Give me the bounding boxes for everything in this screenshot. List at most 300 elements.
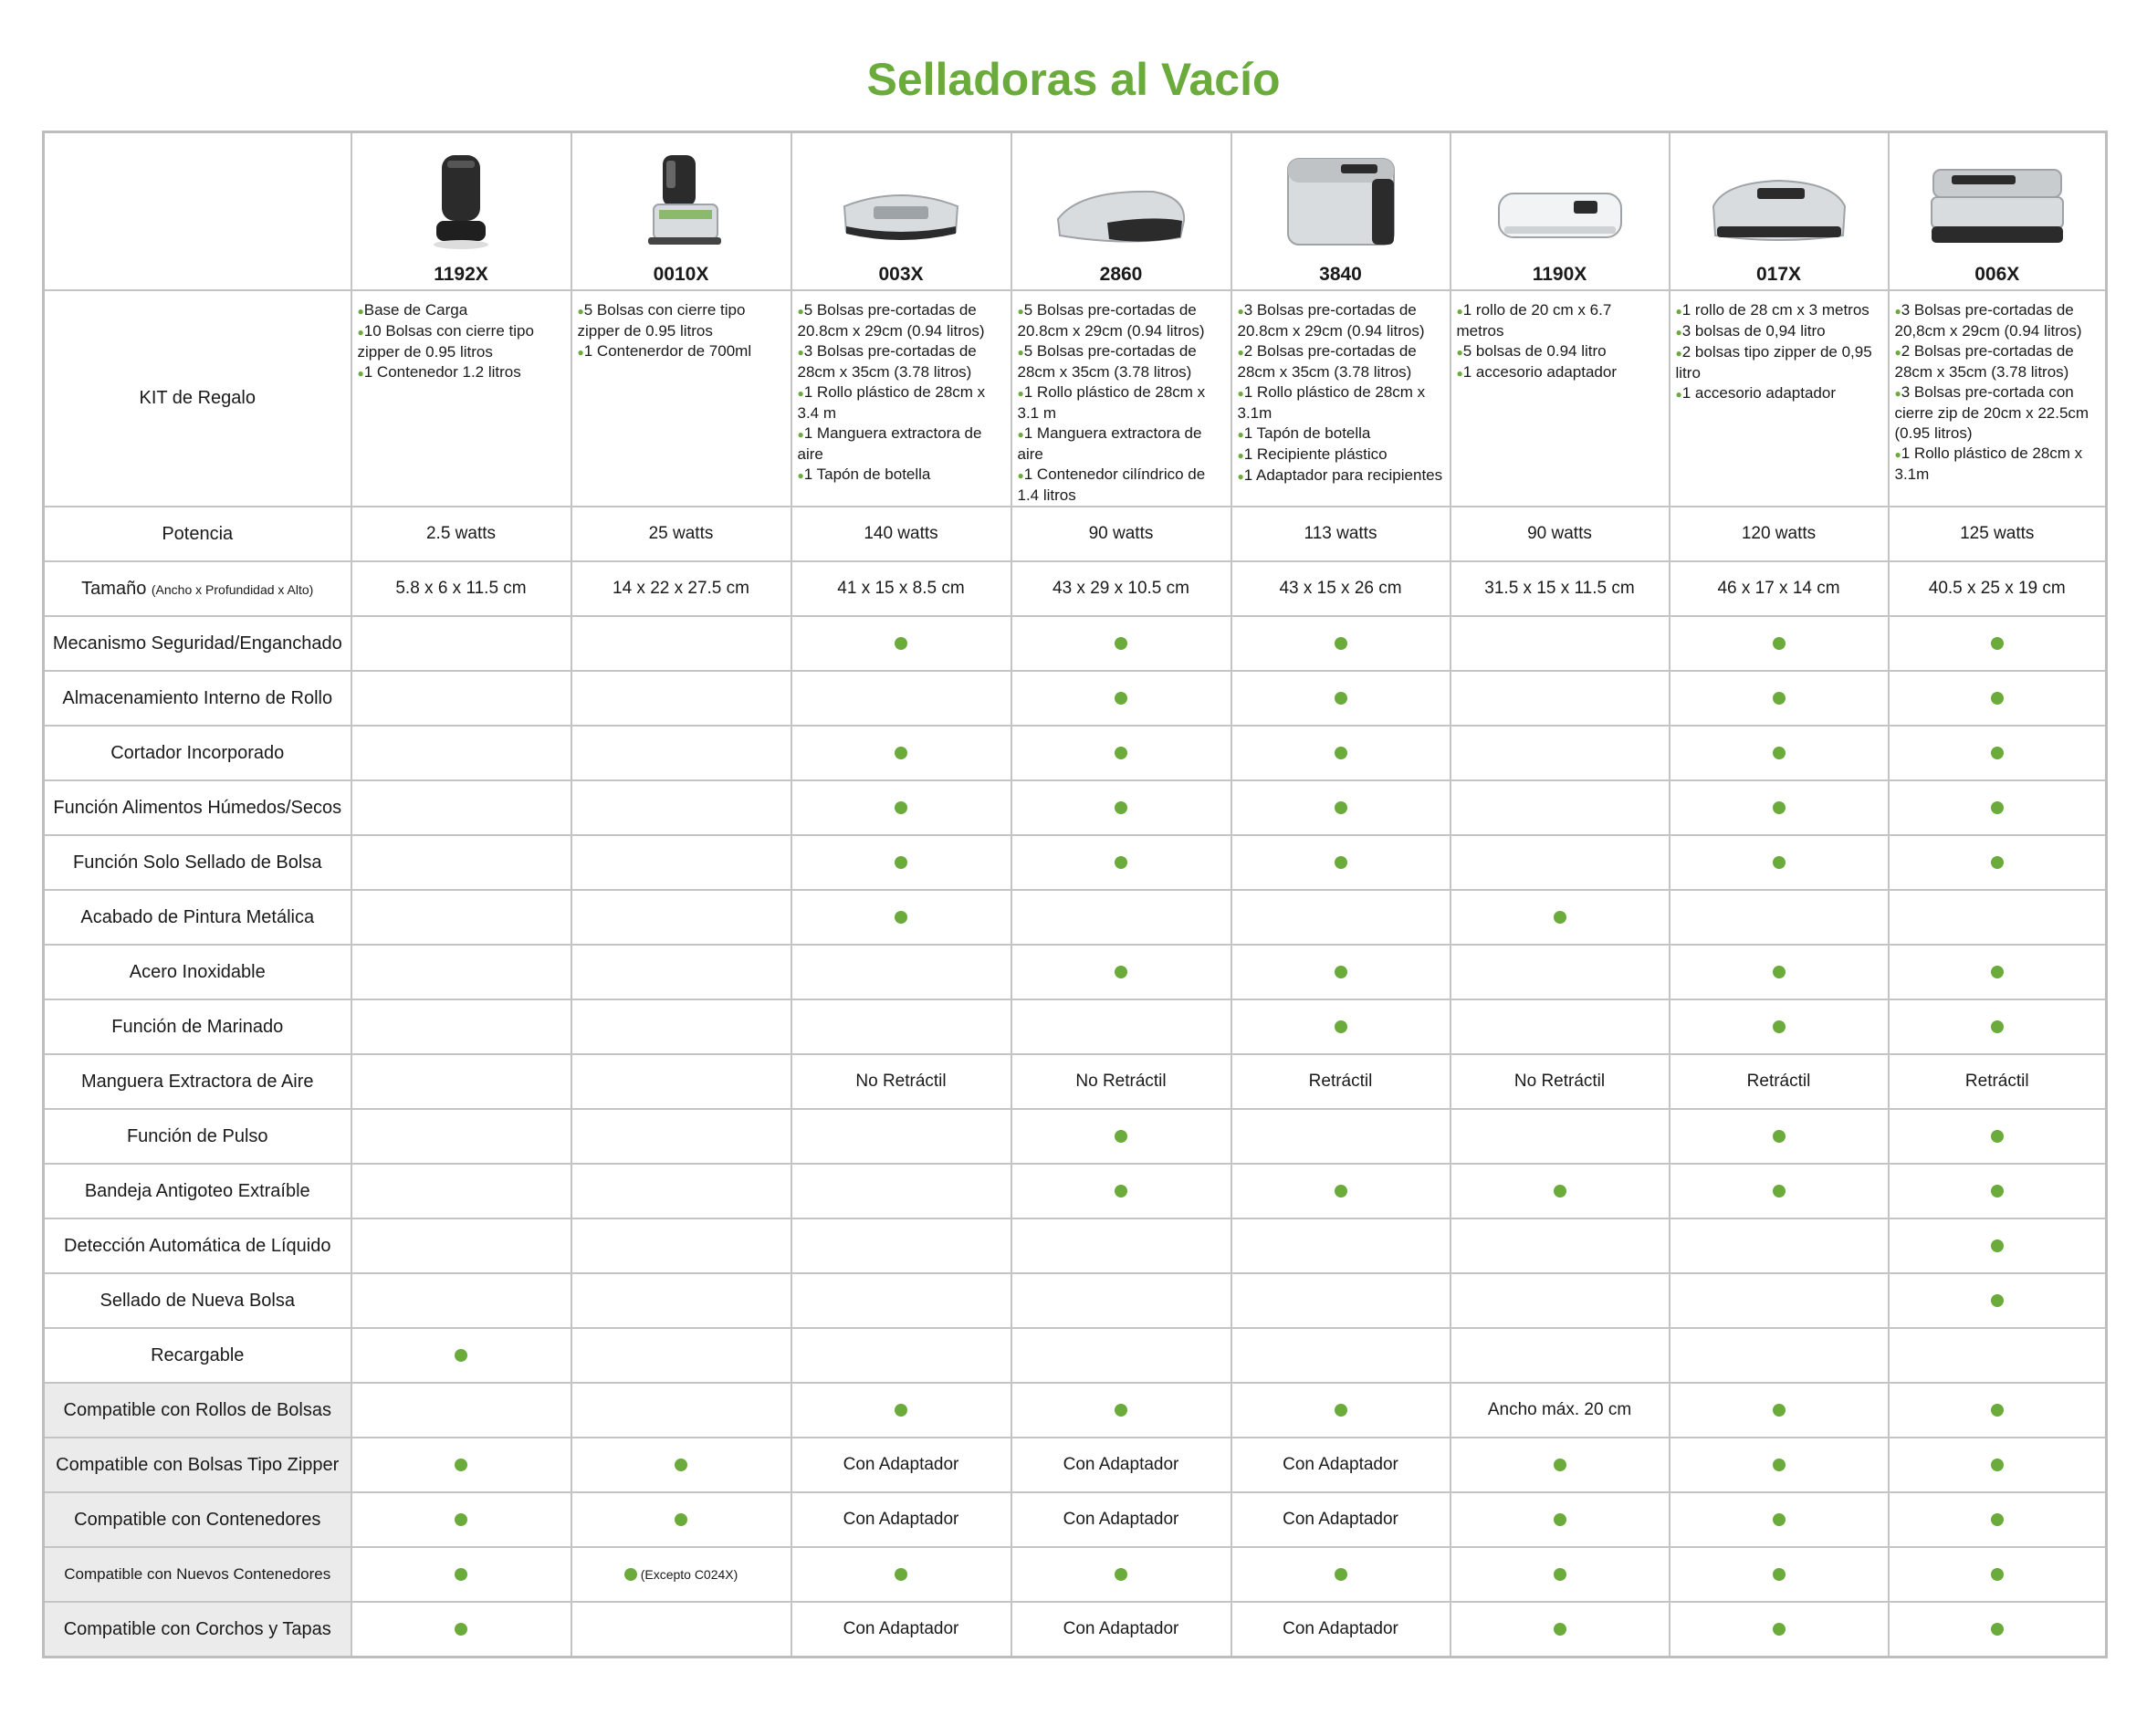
kit-item xyxy=(798,424,1005,465)
value-text: Con Adaptador xyxy=(1283,1455,1398,1474)
value-cell xyxy=(1011,1547,1231,1602)
value-cell xyxy=(1889,1492,2107,1547)
value-cell xyxy=(351,890,571,945)
check-dot-icon xyxy=(1773,637,1786,650)
table-body xyxy=(44,132,2107,1658)
value-cell xyxy=(1231,726,1451,780)
value-cell xyxy=(1011,1218,1231,1273)
value-cell xyxy=(791,561,1011,616)
kit-item xyxy=(1238,424,1444,444)
feature-row xyxy=(44,1602,2107,1658)
value-cell xyxy=(1889,999,2107,1054)
model-name: 2860 xyxy=(1099,264,1143,285)
value-cell xyxy=(1451,1328,1670,1383)
check-dot-icon xyxy=(624,1568,637,1581)
value-cell xyxy=(1451,1383,1670,1438)
value-text: 90 watts xyxy=(1527,524,1592,543)
check-dot-icon xyxy=(1991,1404,2004,1417)
model-header-cell xyxy=(1011,132,1231,291)
countertop-handheld-sealer-image xyxy=(572,152,791,256)
bullet-icon: ● xyxy=(797,428,804,441)
row-label xyxy=(44,1273,351,1328)
value-cell xyxy=(351,1492,571,1547)
value-cell xyxy=(1889,1109,2107,1164)
check-dot-icon xyxy=(1335,1568,1347,1581)
value-cell xyxy=(1011,616,1231,671)
value-cell xyxy=(1231,1164,1451,1218)
bullet-icon: ● xyxy=(797,387,804,400)
kit-item-text: 5 Bolsas pre-cortadas de 20.8cm x 29cm (0.94 litros) xyxy=(1017,301,1205,340)
row-label xyxy=(44,1164,351,1218)
value-text: 46 x 17 x 14 cm xyxy=(1717,579,1840,598)
kit-list xyxy=(1451,291,1669,383)
row-label-text: Función Solo Sellado de Bolsa xyxy=(73,852,322,873)
value-text: 140 watts xyxy=(864,524,938,543)
value-cell xyxy=(351,1054,571,1109)
model-name: 1192X xyxy=(434,264,488,285)
kit-label: KIT de Regalo xyxy=(44,290,351,507)
check-dot-icon xyxy=(1773,747,1786,759)
feature-row xyxy=(44,1164,2107,1218)
value-cell xyxy=(1451,1547,1670,1602)
premium-sealer-image xyxy=(1890,161,2106,256)
value-cell xyxy=(571,616,791,671)
kit-list xyxy=(792,291,1011,486)
bullet-icon: ● xyxy=(1675,388,1682,401)
bullet-icon: ● xyxy=(357,367,364,380)
value-cell xyxy=(1451,507,1670,561)
kit-item xyxy=(1457,341,1663,362)
row-label-text: Mecanismo Seguridad/Enganchado xyxy=(52,633,342,654)
check-dot-icon xyxy=(1773,1130,1786,1143)
kit-item-text: 3 Bolsas pre-cortadas de 20.8cm x 29cm (0.94 litros) xyxy=(1237,301,1425,340)
value-cell xyxy=(1670,945,1889,999)
row-label-text: Compatible con Contenedores xyxy=(74,1509,321,1530)
feature-row xyxy=(44,616,2107,671)
value-cell xyxy=(1670,835,1889,890)
check-dot-icon xyxy=(1991,966,2004,978)
kit-item-text: 1 rollo de 20 cm x 6.7 metros xyxy=(1456,301,1612,340)
value-cell xyxy=(1451,780,1670,835)
kit-item xyxy=(798,465,1005,486)
value-cell xyxy=(1231,1602,1451,1658)
row-label-text: Función de Marinado xyxy=(111,1016,284,1037)
kit-item-text: 1 Recipiente plástico xyxy=(1243,445,1388,463)
value-cell xyxy=(1670,1438,1889,1492)
value-cell xyxy=(1670,1273,1889,1328)
row-label xyxy=(44,890,351,945)
check-dot-icon xyxy=(1991,1130,2004,1143)
value-cell xyxy=(1889,890,2107,945)
kit-item xyxy=(798,300,1005,341)
kit-item-text: 1 Manguera extractora de aire xyxy=(797,424,982,463)
check-dot-icon xyxy=(1115,1185,1127,1197)
bullet-icon: ● xyxy=(1237,305,1244,318)
value-cell xyxy=(1451,726,1670,780)
check-dot-icon xyxy=(1991,1239,2004,1252)
value-cell xyxy=(1231,1492,1451,1547)
model-header-cell xyxy=(1231,132,1451,291)
value-cell xyxy=(571,1383,791,1438)
kit-item-text: 1 rollo de 28 cm x 3 metros xyxy=(1681,301,1869,319)
value-cell xyxy=(1451,671,1670,726)
row-label xyxy=(44,1109,351,1164)
feature-row xyxy=(44,1218,2107,1273)
check-dot-icon xyxy=(895,637,907,650)
value-cell xyxy=(1231,780,1451,835)
bullet-icon: ● xyxy=(1456,346,1463,359)
check-dot-icon xyxy=(1991,1513,2004,1526)
kit-item-text: 3 Bolsas pre-cortada con cierre zip de 20cm x 22.5cm (0.95 litros) xyxy=(1894,383,2089,442)
model-name: 003X xyxy=(878,264,924,285)
kit-item xyxy=(1238,300,1444,341)
kit-item-text: 5 Bolsas pre-cortadas de 28cm x 35cm (3.78 litros) xyxy=(1017,342,1197,381)
kit-item xyxy=(1018,300,1225,341)
feature-row xyxy=(44,1273,2107,1328)
value-text: 31.5 x 15 x 11.5 cm xyxy=(1484,579,1635,598)
value-cell xyxy=(351,1602,571,1658)
kit-item-text: 1 Contenedor 1.2 litros xyxy=(363,363,521,381)
value-cell xyxy=(1670,616,1889,671)
value-cell xyxy=(1451,616,1670,671)
kit-item xyxy=(1457,362,1663,383)
value-cell xyxy=(1670,507,1889,561)
check-dot-icon xyxy=(675,1459,687,1471)
kit-item-text: 2 Bolsas pre-cortadas de 28cm x 35cm (3.78 litros) xyxy=(1237,342,1417,381)
row-label xyxy=(44,507,351,561)
value-text: 5.8 x 6 x 11.5 cm xyxy=(395,579,527,598)
kit-item-text: 1 accesorio adaptador xyxy=(1462,363,1617,381)
value-cell xyxy=(1231,945,1451,999)
check-dot-icon xyxy=(1115,1568,1127,1581)
check-dot-icon xyxy=(675,1513,687,1526)
row-label-text: Bandeja Antigoteo Extraíble xyxy=(84,1180,310,1201)
value-cell xyxy=(1011,890,1231,945)
kit-item-text: 1 Contenedor cilíndrico de 1.4 litros xyxy=(1017,465,1206,504)
kit-list xyxy=(572,291,791,362)
kit-item-text: 10 Bolsas con cierre tipo zipper de 0.95 litros xyxy=(357,322,534,361)
check-dot-icon xyxy=(1773,966,1786,978)
value-cell xyxy=(1231,999,1451,1054)
value-cell xyxy=(791,835,1011,890)
check-dot-icon xyxy=(1773,1623,1786,1636)
check-dot-icon xyxy=(1115,637,1127,650)
value-cell xyxy=(1011,671,1231,726)
value-text: Con Adaptador xyxy=(1063,1619,1179,1638)
value-cell xyxy=(791,1602,1011,1658)
value-cell xyxy=(791,1218,1011,1273)
row-label xyxy=(44,1438,351,1492)
kit-item xyxy=(1895,341,2100,382)
value-cell xyxy=(571,671,791,726)
value-cell xyxy=(571,1602,791,1658)
model-name: 006X xyxy=(1974,264,2020,285)
model-header-cell xyxy=(791,132,1011,291)
check-dot-icon xyxy=(895,801,907,814)
feature-row xyxy=(44,835,2107,890)
value-cell xyxy=(351,999,571,1054)
value-cell xyxy=(351,1547,571,1602)
value-cell xyxy=(1231,1109,1451,1164)
check-dot-icon xyxy=(1991,747,2004,759)
value-cell xyxy=(571,1328,791,1383)
value-cell xyxy=(791,616,1011,671)
feature-row xyxy=(44,1547,2107,1602)
kit-item-text: 1 Tapón de botella xyxy=(803,465,931,483)
value-cell xyxy=(1670,1054,1889,1109)
check-dot-icon xyxy=(1773,1513,1786,1526)
kit-item xyxy=(1018,424,1225,465)
value-cell xyxy=(351,1383,571,1438)
bullet-icon: ● xyxy=(1017,469,1024,482)
value-cell xyxy=(1231,890,1451,945)
kit-list xyxy=(352,291,571,383)
value-cell xyxy=(1889,1328,2107,1383)
value-cell xyxy=(1231,1218,1451,1273)
bullet-icon: ● xyxy=(1237,346,1244,359)
value-cell xyxy=(1231,1328,1451,1383)
value-cell xyxy=(1670,1109,1889,1164)
value-text: No Retráctil xyxy=(1513,1072,1606,1091)
row-label-text: Almacenamiento Interno de Rollo xyxy=(62,687,333,708)
page-title: Selladoras al Vacío xyxy=(866,54,1281,105)
bullet-icon: ● xyxy=(1237,387,1244,400)
check-dot-icon xyxy=(1991,856,2004,869)
value-cell xyxy=(1889,1383,2107,1438)
value-text: 43 x 29 x 10.5 cm xyxy=(1053,579,1189,598)
check-dot-icon xyxy=(1335,966,1347,978)
kit-item-text: 3 Bolsas pre-cortadas de 28cm x 35cm (3.78 litros) xyxy=(797,342,977,381)
check-dot-icon xyxy=(1991,1568,2004,1581)
value-cell xyxy=(571,726,791,780)
value-cell xyxy=(571,945,791,999)
kit-item xyxy=(1895,300,2100,341)
feature-row xyxy=(44,671,2107,726)
kit-item-text: Base de Carga xyxy=(363,301,468,319)
rounded-sealer-image xyxy=(1012,179,1231,256)
value-cell xyxy=(1011,1054,1231,1109)
value-cell xyxy=(1011,1273,1231,1328)
value-text: 125 watts xyxy=(1960,524,2035,543)
feature-row xyxy=(44,945,2107,999)
check-dot-icon xyxy=(1554,1513,1566,1526)
value-cell xyxy=(1670,561,1889,616)
check-dot-icon xyxy=(455,1349,467,1362)
value-cell xyxy=(791,1109,1011,1164)
value-cell xyxy=(1889,561,2107,616)
row-label-text: Función de Pulso xyxy=(126,1125,268,1146)
kit-list xyxy=(1890,291,2106,485)
value-cell xyxy=(1011,1438,1231,1492)
value-cell xyxy=(1670,1328,1889,1383)
value-cell xyxy=(1670,1492,1889,1547)
row-label-text: Acabado de Pintura Metálica xyxy=(80,906,315,927)
value-cell xyxy=(1011,1164,1231,1218)
value-text: Retráctil xyxy=(1964,1072,2029,1091)
value-cell xyxy=(351,1328,571,1383)
bullet-icon: ● xyxy=(1456,367,1463,380)
kit-item xyxy=(1238,444,1444,465)
check-dot-icon xyxy=(1991,1294,2004,1307)
kit-item-text: 3 Bolsas pre-cortadas de 20,8cm x 29cm (0.94 litros) xyxy=(1894,301,2082,340)
row-label-text: Tamaño xyxy=(81,578,147,599)
value-text: Con Adaptador xyxy=(1063,1510,1179,1529)
value-text: Con Adaptador xyxy=(843,1455,959,1474)
value-cell xyxy=(1011,1492,1231,1547)
value-cell xyxy=(571,507,791,561)
value-cell xyxy=(1231,507,1451,561)
value-cell xyxy=(1451,835,1670,890)
model-header-cell xyxy=(1451,132,1670,291)
value-cell xyxy=(1889,1547,2107,1602)
comparison-table xyxy=(42,131,2108,1658)
white-sealer-image xyxy=(1451,179,1669,256)
model-name: 0010X xyxy=(653,264,709,285)
feature-row xyxy=(44,1438,2107,1492)
check-dot-icon xyxy=(895,911,907,924)
check-dot-icon xyxy=(1773,1020,1786,1033)
value-cell xyxy=(1451,1273,1670,1328)
feature-row xyxy=(44,726,2107,780)
value-text: 41 x 15 x 8.5 cm xyxy=(837,579,965,598)
check-dot-icon xyxy=(1991,637,2004,650)
bullet-icon: ● xyxy=(1894,387,1901,400)
kit-item-text: 1 Contenerdor de 700ml xyxy=(583,342,752,360)
kit-cell xyxy=(1889,290,2107,507)
value-cell xyxy=(1670,671,1889,726)
check-dot-icon xyxy=(895,1568,907,1581)
value-cell xyxy=(1011,1328,1231,1383)
check-dot-icon xyxy=(1554,1568,1566,1581)
header-row xyxy=(44,132,2107,291)
value-cell xyxy=(571,1547,791,1602)
value-cell xyxy=(1889,780,2107,835)
kit-cell xyxy=(1451,290,1670,507)
bullet-icon: ● xyxy=(1017,428,1024,441)
value-cell xyxy=(1011,726,1231,780)
value-cell xyxy=(1451,890,1670,945)
check-dot-icon xyxy=(1991,692,2004,705)
value-cell xyxy=(1451,1602,1670,1658)
value-cell xyxy=(791,1164,1011,1218)
value-cell xyxy=(1670,1547,1889,1602)
model-header-cell xyxy=(1670,132,1889,291)
bullet-icon: ● xyxy=(1237,449,1244,462)
value-cell xyxy=(1011,999,1231,1054)
value-cell xyxy=(1670,1218,1889,1273)
check-dot-icon xyxy=(1115,801,1127,814)
check-dot-icon xyxy=(1554,1185,1566,1197)
feature-row xyxy=(44,1492,2107,1547)
bullet-icon: ● xyxy=(357,326,364,339)
value-cell xyxy=(1889,1602,2107,1658)
kit-list xyxy=(1670,291,1888,404)
value-cell xyxy=(1670,780,1889,835)
value-cell xyxy=(1670,1602,1889,1658)
check-dot-icon xyxy=(1115,856,1127,869)
value-cell xyxy=(791,1492,1011,1547)
value-cell xyxy=(351,1218,571,1273)
value-cell xyxy=(1889,616,2107,671)
kit-item xyxy=(358,362,565,383)
kit-item xyxy=(798,382,1005,424)
value-cell xyxy=(1451,1109,1670,1164)
row-label xyxy=(44,1383,351,1438)
check-dot-icon xyxy=(1335,1404,1347,1417)
value-cell xyxy=(1451,999,1670,1054)
value-cell xyxy=(1451,1054,1670,1109)
bullet-icon: ● xyxy=(797,346,804,359)
row-label xyxy=(44,671,351,726)
value-cell xyxy=(1670,1383,1889,1438)
feature-row xyxy=(44,1383,2107,1438)
bullet-icon: ● xyxy=(577,346,584,359)
kit-cell xyxy=(1231,290,1451,507)
value-cell xyxy=(351,945,571,999)
check-dot-icon xyxy=(455,1513,467,1526)
value-cell xyxy=(351,835,571,890)
model-name: 1190X xyxy=(1532,264,1587,285)
value-cell xyxy=(571,1164,791,1218)
check-dot-icon xyxy=(1335,1020,1347,1033)
value-cell xyxy=(571,1054,791,1109)
feature-row xyxy=(44,1054,2107,1109)
model-header-cell xyxy=(351,132,571,291)
feature-row xyxy=(44,780,2107,835)
value-cell xyxy=(351,1273,571,1328)
kit-item xyxy=(1676,383,1882,404)
check-dot-icon xyxy=(1991,1623,2004,1636)
value-cell xyxy=(571,835,791,890)
value-cell xyxy=(571,1492,791,1547)
bullet-icon: ● xyxy=(1237,428,1244,441)
value-cell xyxy=(1670,999,1889,1054)
value-cell xyxy=(791,1328,1011,1383)
value-note: (Excepto C024X) xyxy=(640,1566,738,1582)
value-cell xyxy=(791,780,1011,835)
bullet-icon: ● xyxy=(1894,346,1901,359)
kit-item-text: 2 Bolsas pre-cortadas de 28cm x 35cm (3.78 litros) xyxy=(1894,342,2074,381)
value-text: Con Adaptador xyxy=(1283,1510,1398,1529)
check-dot-icon xyxy=(1554,911,1566,924)
value-text: No Retráctil xyxy=(1075,1072,1167,1091)
kit-cell xyxy=(351,290,571,507)
value-cell xyxy=(1451,1164,1670,1218)
value-cell xyxy=(1889,1273,2107,1328)
model-header-cell xyxy=(571,132,791,291)
value-cell xyxy=(1231,1547,1451,1602)
value-text: Retráctil xyxy=(1746,1072,1811,1091)
value-cell xyxy=(1451,1492,1670,1547)
kit-row xyxy=(44,290,2107,507)
model-name: 3840 xyxy=(1319,264,1362,285)
bullet-icon: ● xyxy=(1894,448,1901,461)
check-dot-icon xyxy=(1773,1568,1786,1581)
row-label-text: Compatible con Bolsas Tipo Zipper xyxy=(56,1454,340,1475)
value-cell xyxy=(351,671,571,726)
value-cell xyxy=(1231,671,1451,726)
value-cell xyxy=(571,1109,791,1164)
check-dot-icon xyxy=(1773,1404,1786,1417)
model-header-cell xyxy=(1889,132,2107,291)
row-label xyxy=(44,616,351,671)
header-corner-cell xyxy=(44,132,351,291)
value-cell xyxy=(1231,561,1451,616)
value-cell xyxy=(1011,835,1231,890)
check-dot-icon xyxy=(1335,856,1347,869)
row-label-text: Compatible con Rollos de Bolsas xyxy=(63,1399,331,1420)
value-text: 14 x 22 x 27.5 cm xyxy=(613,579,749,598)
